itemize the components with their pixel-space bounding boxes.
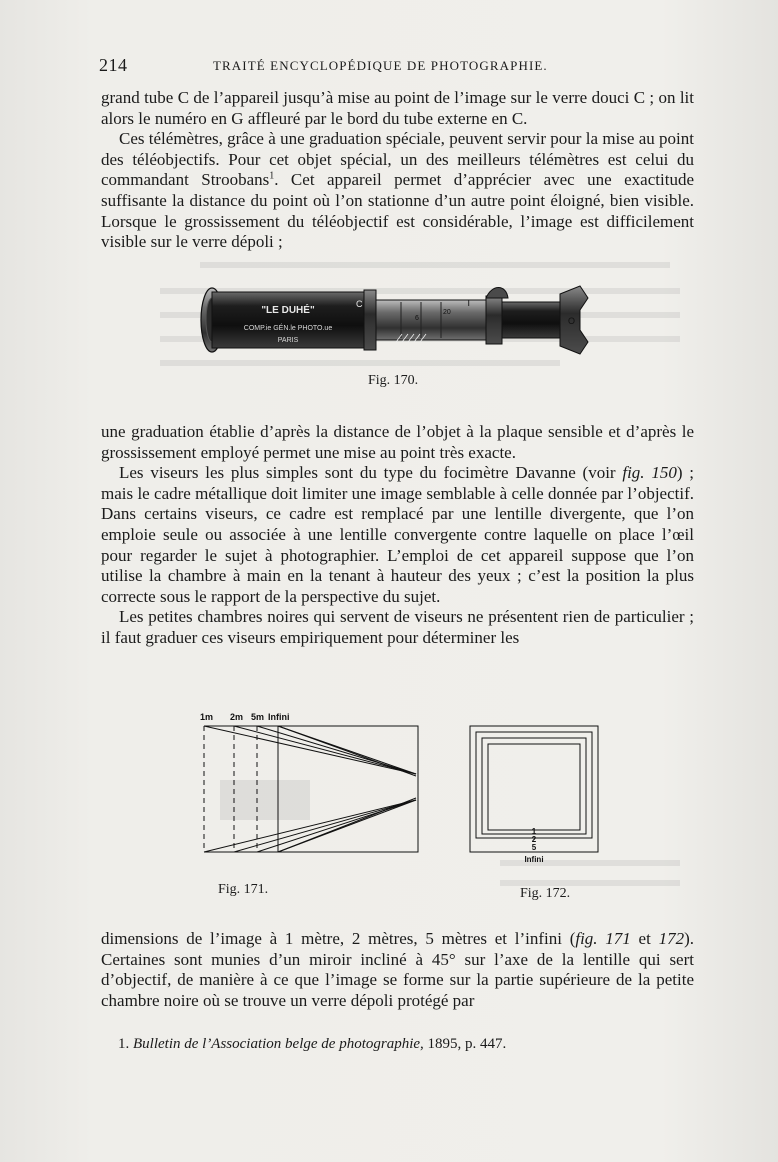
frame-label-1: 1 xyxy=(531,827,537,836)
footnote-number: 1. xyxy=(118,1036,130,1052)
letter-c: C xyxy=(356,299,363,309)
footnote-title: Bulletin de l’Association belge de photographie xyxy=(133,1036,421,1052)
frame-label-infini: Infini xyxy=(524,855,544,864)
letter-o: O xyxy=(568,316,576,326)
frame-label-2: 2 xyxy=(531,835,537,844)
scale-20: 20 xyxy=(443,309,451,316)
figure-172 xyxy=(468,724,608,904)
paragraph-4: Les viseurs les plus simples sont du type du focimètre Davanne (voir fig. 150) ; mais le cadre métallique doit limiter une image semblable à celle donnée par l’objectif. Dans certains viseurs, ce cadre est remplacé par une lentille divergente, que l’on emploie seule ou associée à une lentille convergente contre laquelle on place l’œil pour regarder le sujet à photographier. L’emploi de cet appareil suppose que l’on utilise la chambre à main en la tenant à hauteur des yeux ; c’est la position la plus correcte sous le rapport de la perspective du sujet. xyxy=(101,463,695,606)
label-2m: 2m xyxy=(230,712,244,722)
frame-label-5: 5 xyxy=(531,843,537,852)
scale-6: 6 xyxy=(415,315,419,322)
footnote-details: , 1895, p. 447. xyxy=(420,1036,507,1052)
figure-reference-171[interactable]: fig. 171 xyxy=(575,929,631,948)
figure-170 xyxy=(196,280,596,400)
viewfinder-ray-diagram xyxy=(196,706,426,862)
nested-frames-diagram xyxy=(468,724,608,866)
engraving-brand: "LE DUHÉ" xyxy=(261,305,315,316)
text-block-top xyxy=(101,88,694,253)
telemeter-illustration xyxy=(196,280,596,372)
paragraph-3: une graduation établie d’après la distance de l’objet à la plaque sensible et d’après le grossissement employé permet une mise au point très exacte. xyxy=(101,422,694,462)
page-number: 214 xyxy=(99,55,128,75)
engraving-city: PARIS xyxy=(277,337,299,344)
figure-172-caption: Fig. 172. xyxy=(520,886,571,901)
figure-reference-172[interactable]: 172 xyxy=(658,929,685,948)
figure-171-caption: Fig. 171. xyxy=(218,882,269,897)
label-infini: Infini xyxy=(268,712,290,722)
page-header xyxy=(99,55,693,79)
label-1m: 1m xyxy=(200,712,214,722)
figure-171 xyxy=(196,706,426,902)
footnote xyxy=(118,1036,678,1053)
figure-reference[interactable]: fig. 150 xyxy=(622,463,677,483)
running-title: TRAITÉ ENCYCLOPÉDIQUE DE PHOTOGRAPHIE. xyxy=(213,58,548,73)
letter-t: T xyxy=(466,298,472,308)
footnote-ref[interactable]: 1 xyxy=(269,170,275,182)
paragraph-2: Ces télémètres, grâce à une graduation spéciale, peuvent servir pour la mise au point des téléobjectifs. Pour cet objet spécial, un des meilleurs télémètres est celui du commandant Stroobans$^1$. Cet appareil permet d’apprécier avec une exactitude suffisante la distance du point où l’on stationne d’un autre point éloigné, bien visible. Lorsque le grossissement du téléobjectif est considérable, l’image est difficilement visible sur le verre dépoli ; xyxy=(101,129,694,252)
paragraph-1: grand tube C de l’appareil jusqu’à mise au point de l’image sur le verre douci C ; on lit alors le numéro en G affleuré par le bord du tube externe en C. xyxy=(101,88,694,128)
text-block-bottom xyxy=(101,929,694,1011)
paragraph-6: dimensions de l’image à 1 mètre, 2 mètres, 5 mètres et l’infini (fig. 171 et 172). Certaines sont munies d’un miroir incliné à 45° sur l’axe de la lentille qui sert d’objectif, de manière à ce que l’image se forme sur la partie supérieure de la petite chambre noire où se trouve un verre dépoli protégé par xyxy=(101,929,694,1010)
label-5m: 5m xyxy=(251,712,265,722)
text-block-middle xyxy=(101,422,694,649)
figure-170-caption: Fig. 170. xyxy=(368,373,419,388)
engraving-maker: COMP.ie GÉN.le PHOTO.ue xyxy=(243,325,333,332)
paragraph-5: Les petites chambres noires qui servent de viseurs ne présentent rien de particulier ; il faut graduer ces viseurs empiriquement pour déterminer les xyxy=(101,607,694,647)
